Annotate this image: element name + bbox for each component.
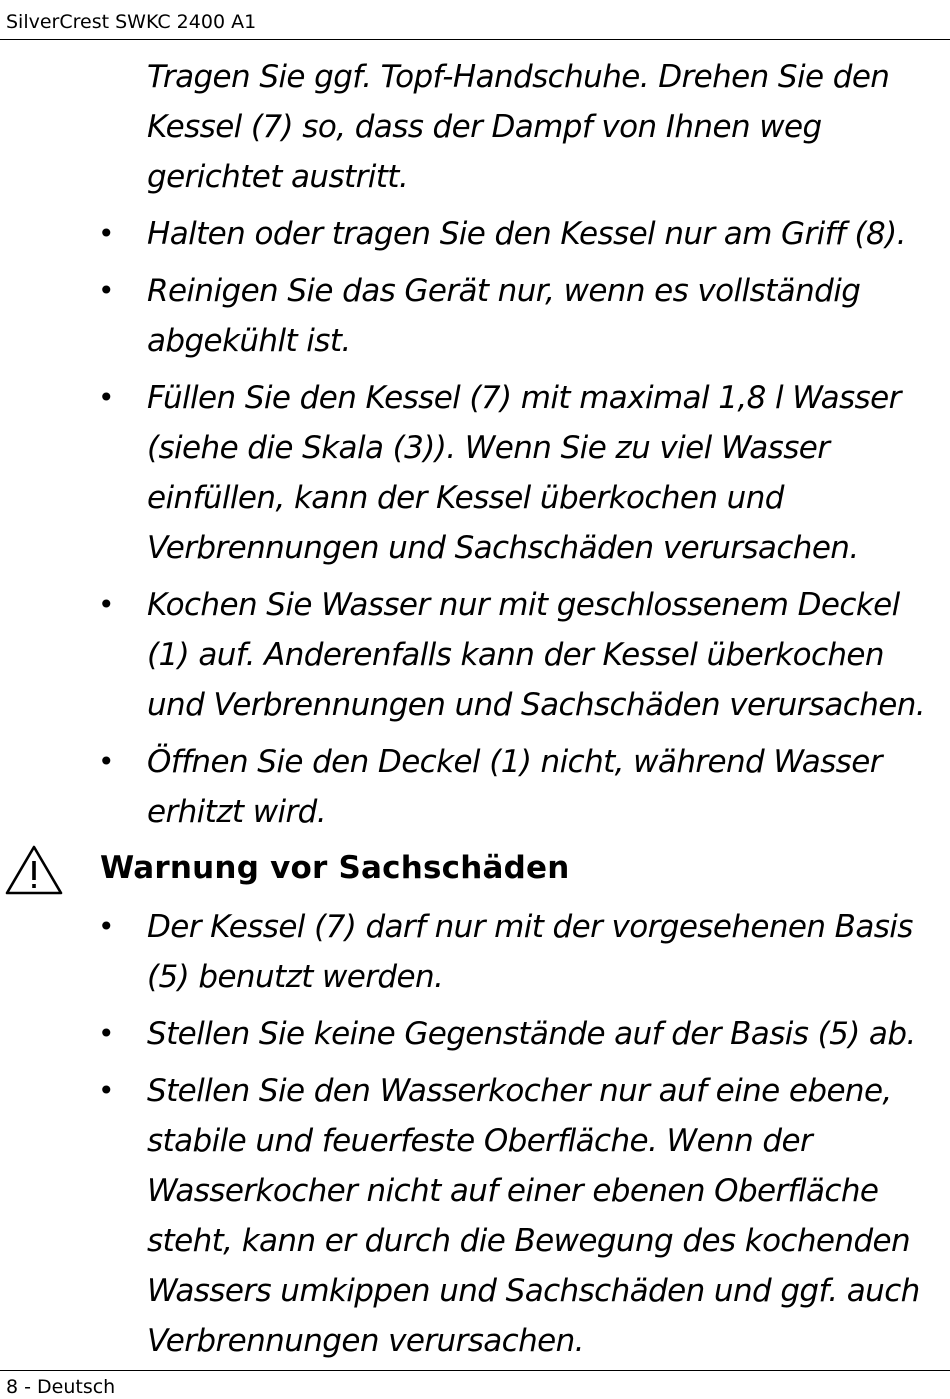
intro-paragraph	[0, 52, 937, 202]
list-item-text: Der Kessel (7) darf nur mit der vorgesehenen Basis (5) benutzt werden.	[147, 909, 913, 995]
bullet-icon: •	[98, 1017, 114, 1050]
list-item	[0, 373, 937, 573]
list-item	[0, 1009, 937, 1059]
bullet-icon: •	[98, 910, 114, 943]
warning-heading: Warnung vor Sachschäden	[100, 850, 570, 886]
list-item	[0, 902, 937, 1002]
list-item	[0, 266, 937, 366]
bullet-icon: •	[98, 588, 114, 621]
bullet-icon: •	[98, 217, 114, 250]
list-item	[0, 580, 937, 730]
list-item-text: Kochen Sie Wasser nur mit geschlossenem Deckel (1) auf. Anderenfalls kann der Kessel überkochen und Verbrennungen und Sachschäden verursachen.	[147, 587, 926, 723]
running-header: SilverCrest SWKC 2400 A1	[6, 11, 257, 33]
list-item	[0, 209, 937, 259]
list-item-text: Stellen Sie den Wasserkocher nur auf eine ebene, stabile und feuerfeste Oberfläche. Wenn der Wasserkocher nicht auf einer ebenen Oberfläche steht, kann er durch die Bewegung des kochenden Wassers umkippen und Sachschäden und ggf. auch Verbrennungen verursachen.	[147, 1073, 920, 1359]
list-item	[0, 737, 937, 837]
header-divider	[0, 39, 950, 40]
intro-text: Tragen Sie ggf. Topf-Handschuhe. Drehen Sie den Kessel (7) so, dass der Dampf von Ihnen weg gerichtet austritt.	[147, 59, 890, 195]
page-footer: 8 - Deutsch	[6, 1376, 116, 1398]
list-item-text: Füllen Sie den Kessel (7) mit maximal 1,8 l Wasser (siehe die Skala (3)). Wenn Sie zu viel Wasser einfüllen, kann der Kessel überkochen und Verbrennungen und Sachschäden verursachen.	[147, 380, 901, 566]
list-item-text: Reinigen Sie das Gerät nur, wenn es vollständig abgekühlt ist.	[147, 273, 861, 359]
warning-triangle-icon	[4, 844, 64, 896]
bullet-icon: •	[98, 745, 114, 778]
manual-content	[0, 52, 950, 1373]
warning-section-header	[0, 844, 950, 902]
list-item-text: Öffnen Sie den Deckel (1) nicht, während Wasser erhitzt wird.	[147, 744, 882, 830]
bullet-icon: •	[98, 274, 114, 307]
footer-divider	[0, 1370, 950, 1371]
list-item	[0, 1066, 937, 1366]
list-item-text: Stellen Sie keine Gegenstände auf der Basis (5) ab.	[147, 1016, 916, 1052]
bullet-icon: •	[98, 1074, 114, 1107]
list-item-text: Halten oder tragen Sie den Kessel nur am Griff (8).	[147, 216, 906, 252]
bullet-icon: •	[98, 381, 114, 414]
